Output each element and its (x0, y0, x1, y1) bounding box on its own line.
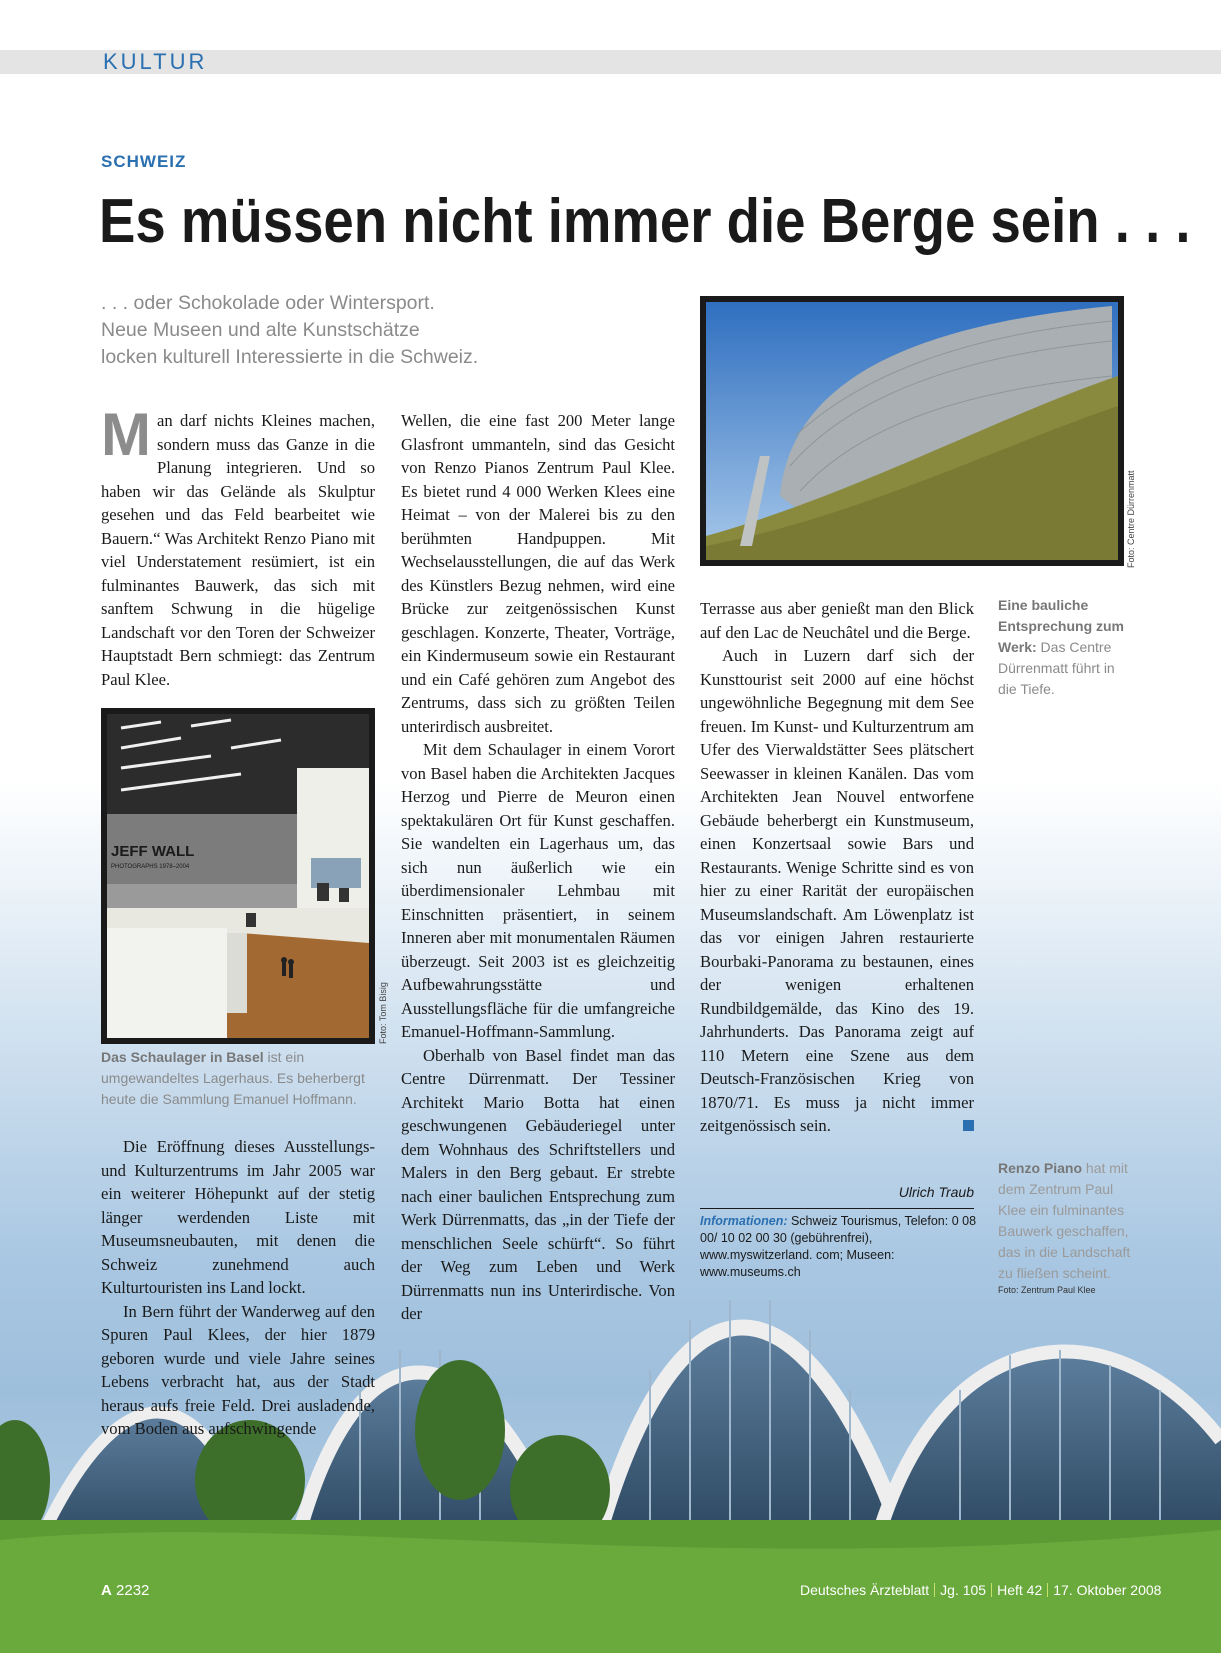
lead-line: . . . oder Schokolade oder Wintersport. (101, 292, 435, 314)
paragraph: Terrasse aus aber genießt man den Blick auf den Lac de Neuchâtel und die Berge. (700, 599, 974, 642)
end-mark-icon (963, 1120, 974, 1131)
volume: Jg. 105 (940, 1582, 987, 1598)
paragraph: In Bern führt der Wanderweg auf den Spuren Paul Klees, der hier 1879 geboren wurde und viele Jahre seines Lebens verbracht hat, aus der Stadt heraus aufs freie Feld. Drei ausladende, vom Boden aus aufschwingende (101, 1301, 375, 1438)
issue: Heft 42 (997, 1582, 1043, 1598)
body-column-3 (700, 597, 974, 1138)
schaulager-photo (101, 708, 375, 1044)
paragraph: Wellen, die eine fast 200 Meter lange Glasfront ummanteln, sind das Gesicht von Renzo Pianos Zentrum Paul Klee. Es bietet rund 4 000 Werken Klees eine Heimat – von der Malerei bis zu den berühmten Handpuppen. Mit Wechselausstellungen, die auf das Werk des Künstlers Bezug nehmen, wird eine Brücke zur zeitgenössischen Kunst geschlagen. Konzerte, Theater, Vorträge, ein Kindermuseum sowie ein Restaurant und ein Café gehören zum Angebot des Zentrums, dass sich zu größten Teilen unterirdisch ausbreitet. (401, 411, 675, 736)
caption-text: hat mit dem Zentrum Paul Klee ein fulminantes Bauwerk geschaffen, das in die Landschaft zu fließen scheint. (998, 1160, 1131, 1281)
page-number (101, 1582, 149, 1599)
caption-duerrenmatt (998, 595, 1128, 700)
caption-bold: Das Schaulager in Basel (101, 1049, 264, 1065)
caption-text: Das Centre Dürrenmatt führt in die Tiefe. (998, 639, 1115, 697)
page-number-value: 2232 (116, 1582, 150, 1599)
body-column-2 (401, 409, 675, 1326)
photo-credit: Foto: Tom Bisig (378, 982, 388, 1044)
wall-text: JEFF WALL (111, 843, 195, 860)
lead (101, 290, 661, 371)
caption-piano (998, 1158, 1138, 1296)
dropcap: M (101, 401, 151, 468)
paragraph: Auch in Luzern darf sich der Kunsttourist seit 2000 auf eine höchst ungewöhnliche Begegnung mit dem See freuen. Im Kunst- und Kulturzentrum am Ufer des Vierwaldstätter Sees plätschert Seewasser in kleinen Kanälen. Das vom Architekten Jean Nouvel entworfene Gebäude beherbergt ein Kunstmuseum, einen Konzertsaal sowie Bars und Restaurants. Wenige Schritte sind es von hier zu einer Rarität der europäischen Museumslandschaft. Am Löwenplatz ist das vor einigen Jahren restaurierte Bourbaki-Panorama zu bestaunen, eines der wenigen erhaltenen Rundbildgemälde, das Kino des 19. Jahrhunderts. Das Panorama zeigt auf 110 Metern eine Szene aus dem Deutsch-Französischen Krieg von 1870/71. Es muss ja nicht immer zeitgenössisch sein. (700, 646, 974, 1135)
kicker: SCHWEIZ (101, 152, 187, 171)
info-box (700, 1213, 980, 1281)
info-label: Informationen: (700, 1214, 788, 1228)
body-column-1-top (101, 401, 375, 691)
body-column-1-bottom (101, 1135, 375, 1441)
photo-credit: Foto: Centre Dürrenmatt (1126, 470, 1136, 568)
footer-journal-info (800, 1582, 1161, 1598)
paragraph: Mit dem Schaulager in einem Vorort von Basel haben die Architekten Jacques Herzog und Pierre de Meuron einen spektakulären Ort für Kunst geschaffen. Sie wandelten ein Lagerhaus um, das sich nun äußerlich wie ein überdimensionaler Lehmbau mit Einschnitten präsentiert, in seinem Inneren aber mit monumentalen Räumen überzeugt. Seit 2003 ist es gleichzeitig Aufbewahrungsstätte und Ausstellungsfläche für die umfangreiche Emanuel-Hoffmann-Sammlung. (401, 740, 675, 1041)
paragraph: Die Eröffnung dieses Ausstellungs- und Kulturzentrums im Jahr 2005 war ein weiterer Höhepunkt auf der stetig länger werdenden Liste mit Museumsneubauten, mit denen die Schweiz zunehmend auch Kulturtouristen ins Land lockt. (101, 1137, 375, 1297)
author: Ulrich Traub (898, 1184, 974, 1200)
caption-text: ist ein umgewandeltes Lagerhaus. Es beherbergt heute die Sammlung Emanuel Hoffmann. (101, 1049, 365, 1107)
page-prefix: A (101, 1582, 112, 1599)
lead-line: Neue Museen und alte Kunstschätze (101, 319, 420, 341)
headline: Es müssen nicht immer die Berge sein . . . (99, 187, 1191, 256)
journal-name: Deutsches Ärzteblatt (800, 1582, 930, 1598)
date: 17. Oktober 2008 (1053, 1582, 1162, 1598)
info-text: Schweiz Tourismus, Telefon: 0 08 00/ 10 02 00 30 (gebührenfrei), www.myswitzerland. com; Museen: www.museums.ch (700, 1214, 977, 1279)
caption-bold: Eine bauliche Entsprechung zum Werk: (998, 597, 1125, 655)
centre-duerrenmatt-photo (700, 296, 1124, 566)
photo-credit: Foto: Zentrum Paul Klee (998, 1285, 1096, 1295)
divider (700, 1208, 974, 1209)
paragraph: Oberhalb von Basel findet man das Centre Dürrenmatt. Der Tessiner Architekt Mario Botta hat einen geschwungenen Gebäuderiegel unter dem Wohnhaus des Schriftstellers und Malers in den Berg gebaut. Er strebte nach einer baulichen Entsprechung zum Werk Dürrenmatts, das „in der Tiefe der menschlichen Seele schürft“. So führt der Weg zum Leben und Werk Dürrenmatts nun ins Unterirdische. Von der (401, 1045, 675, 1323)
paragraph: an darf nichts Kleines machen, sondern muss das Ganze in die Planung integrieren. Und so haben wir das Gelände als Skulptur gesehen und das Feld bearbeitet wie Bauern.“ Was Architekt Renzo Piano mit viel Understatement resümiert, ist ein fulminantes Bauwerk, das sich mit sanftem Schwung in die hügelige Landschaft vor den Toren der Schweizer Hauptstadt Bern schmiegt: das Zentrum Paul Klee. (101, 411, 375, 689)
lead-line: locken kulturell Interessierte in die Schweiz. (101, 346, 479, 368)
section-label: KULTUR (103, 49, 208, 74)
caption-bold: Renzo Piano (998, 1160, 1083, 1176)
wall-subtext: PHOTOGRAPHS 1978–2004 (111, 864, 190, 870)
caption-schaulager (101, 1047, 391, 1110)
